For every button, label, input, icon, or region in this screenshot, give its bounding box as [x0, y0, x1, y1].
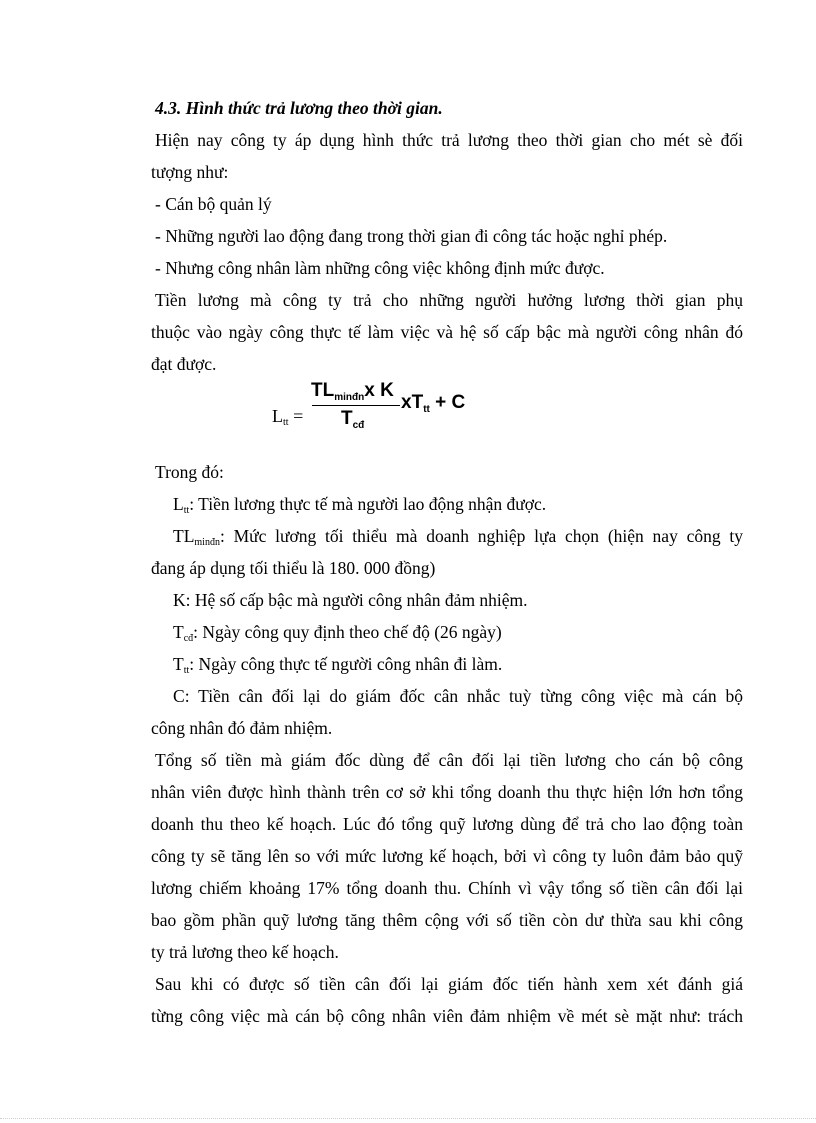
- where-label: Trong đó:: [155, 462, 224, 482]
- fraction-bar: [312, 405, 400, 406]
- formula-lhs: $L_{tt}$ =: [272, 406, 304, 428]
- bullet-3: - Nhưng công nhân làm những công việc không định mức được.: [155, 258, 605, 278]
- bullet-1: - Cán bộ quản lý: [155, 194, 272, 214]
- para2-line-2: thuộc vào ngày công thực tế làm việc và hệ số cấp bậc mà người công nhân đó: [151, 322, 743, 342]
- para4-line-1: Sau khi có được số tiền cân đối lại giám đốc tiến hành xem xét đánh giá: [155, 974, 743, 994]
- def-c: C: Tiền cân đối lại do giám đốc cân nhắc tuỳ từng công việc mà cán bộ: [173, 686, 743, 706]
- para3-line-6: bao gồm phần quỹ lương tăng thêm cộng với số tiền còn dư thừa sau khi công: [151, 910, 743, 930]
- para3-line-1: Tổng số tiền mà giám đốc dùng để cân đối lại tiền lương cho cán bộ công: [155, 750, 743, 770]
- formula-denominator: $T_{cđ}$: [341, 408, 365, 431]
- salary-formula: [155, 382, 743, 456]
- formula-rest: $xT_{tt} + C$: [401, 392, 466, 415]
- formula-numerator: $TL_{minđn}x$ K: [311, 380, 394, 403]
- para3-line-7: ty trả lương theo kế hoạch.: [151, 942, 339, 962]
- para2-line-1: Tiền lương mà công ty trả cho những người hưởng lương thời gian phụ: [155, 290, 743, 310]
- bullet-2: - Những người lao động đang trong thời gian đi công tác hoặc nghỉ phép.: [155, 226, 668, 246]
- para2-line-3: đạt được.: [151, 354, 217, 374]
- def-tlmin-cont: đang áp dụng tối thiểu là 180. 000 đồng): [151, 558, 436, 578]
- def-tcd: $T_{cđ}$: Ngày công quy định theo chế độ (26 ngày): [173, 622, 502, 644]
- para3-line-2: nhân viên được hình thành trên cơ sở khi tổng doanh thu thực hiện lớn hơn tổng: [151, 782, 743, 802]
- intro-line-2: tượng như:: [151, 162, 229, 182]
- para3-line-3: doanh thu theo kế hoạch. Lúc đó tổng quỹ lương dùng để trả cho lao động toàn: [151, 814, 743, 834]
- def-ttt: $T_{tt}$: Ngày công thực tế người công nhân đi làm.: [173, 654, 503, 676]
- para3-line-5: lương chiếm khoảng 17% tổng doanh thu. Chính vì vậy tổng số tiền cân đối lại: [151, 878, 743, 898]
- para4-line-2: từng công việc mà cán bộ công nhân viên đảm nhiệm về mét sè mặt như: trách: [151, 1006, 743, 1026]
- def-k: K: Hệ số cấp bậc mà người công nhân đảm nhiệm.: [173, 590, 528, 610]
- page-bottom-dotted-rule: [0, 1118, 816, 1119]
- intro-line-1: Hiện nay công ty áp dụng hình thức trả lương theo thời gian cho mét sè đối: [155, 130, 743, 150]
- def-ltt: $L_{tt}$: Tiền lương thực tế mà người lao động nhận được.: [173, 494, 547, 516]
- para3-line-4: công ty sẽ tăng lên so với mức lương kế hoạch, bởi vì công ty luôn đảm bảo quỹ: [151, 846, 743, 866]
- page-content: [151, 92, 743, 1032]
- def-c-cont: công nhân đó đảm nhiệm.: [151, 718, 333, 738]
- section-heading: 4.3. Hình thức trả lương theo thời gian.: [155, 98, 443, 118]
- def-tlmin: $TL_{minđn}$: Mức lương tối thiểu mà doanh nghiệp lựa chọn (hiện nay công ty: [173, 526, 743, 548]
